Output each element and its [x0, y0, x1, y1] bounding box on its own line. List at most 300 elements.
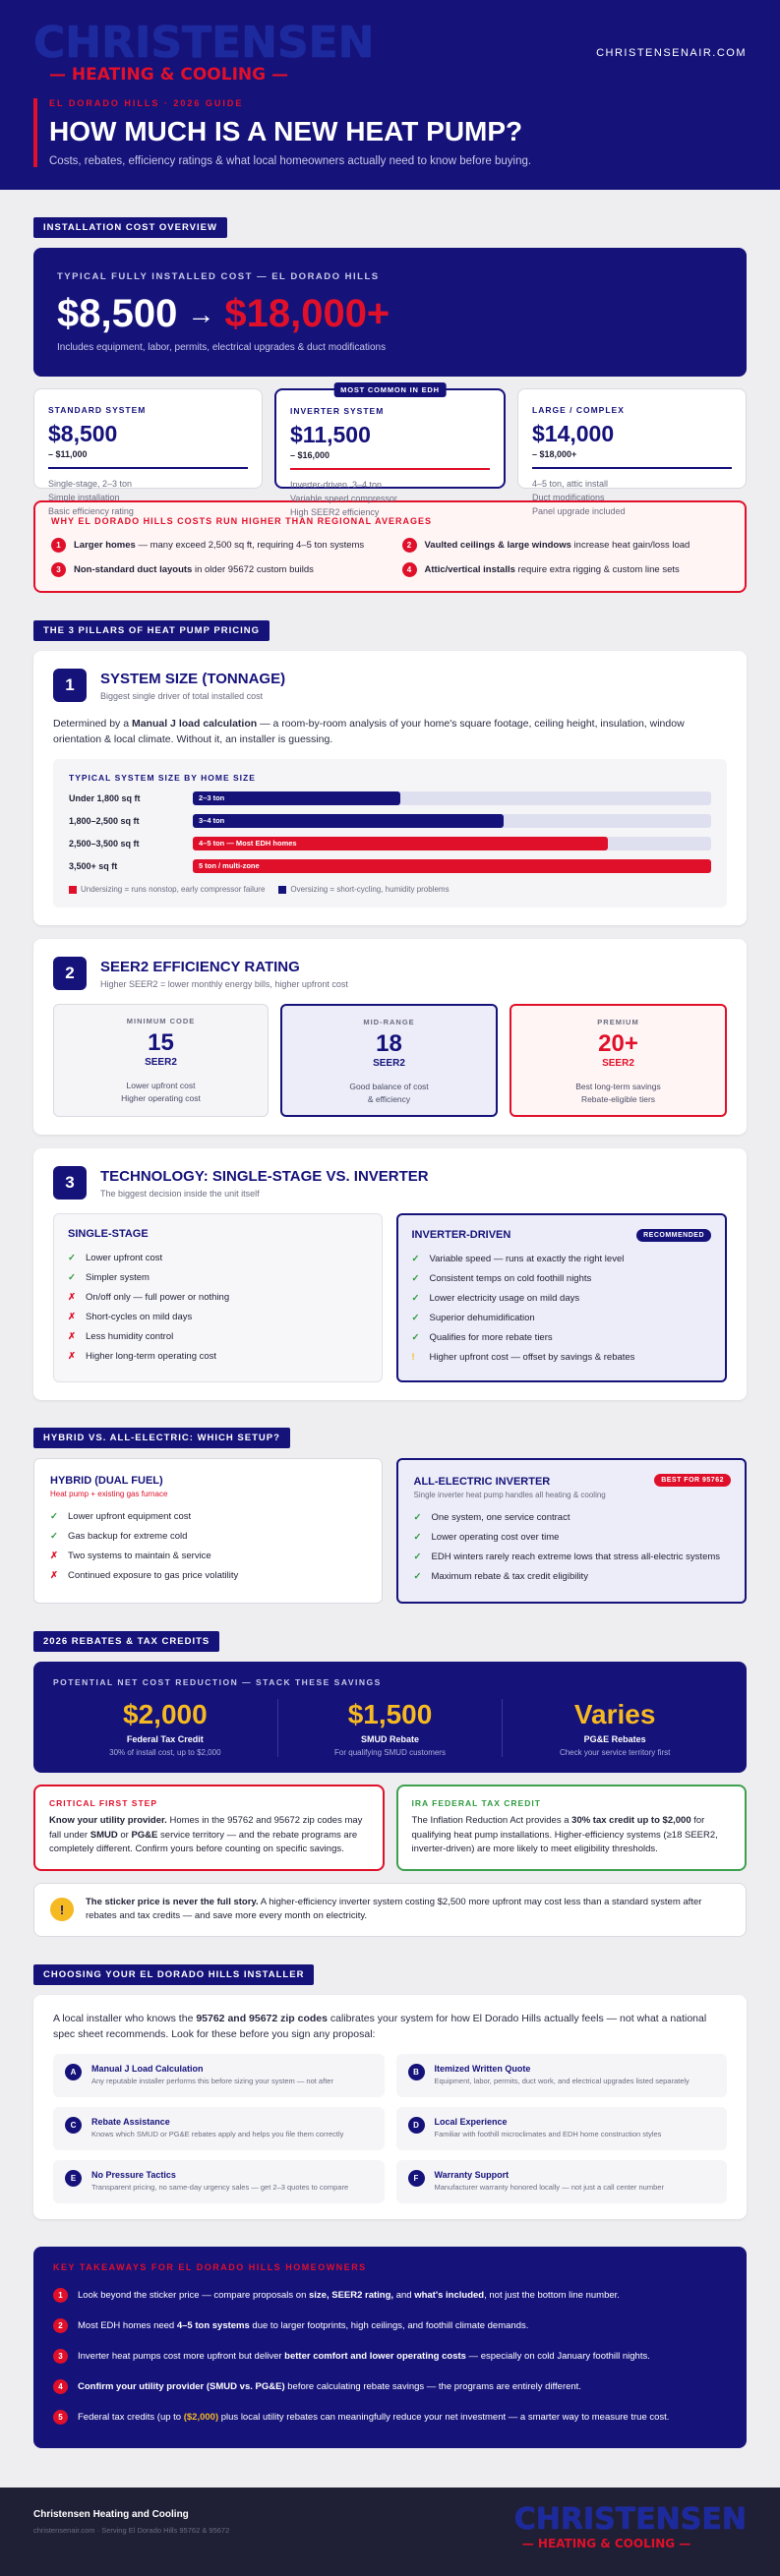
criterion-text — [435, 2064, 690, 2085]
seer-description — [523, 1081, 713, 1106]
size-bar-track — [193, 837, 711, 850]
list-item — [68, 1346, 368, 1366]
factor-item — [402, 538, 730, 553]
size-row-label: 1,800–2,500 sq ft — [69, 816, 140, 826]
tier-card — [33, 388, 263, 516]
check-icon: ✓ — [68, 1252, 76, 1263]
criterion-desc: Transparent pricing, no same-day urgency sales — get 2–3 quotes to compare — [91, 2182, 349, 2192]
size-row — [69, 791, 711, 805]
alert-icon: ! — [50, 1898, 74, 1921]
bold-text: PG&E — [131, 1829, 158, 1841]
check-icon: ✓ — [413, 1511, 422, 1523]
size-row-label: Under 1,800 sq ft — [69, 793, 141, 803]
check-icon: ✓ — [413, 1551, 422, 1562]
seer-unit: SEER2 — [145, 1057, 177, 1068]
takeaway-text — [78, 2412, 669, 2423]
most-common-badge: MOST COMMON IN EDH — [333, 382, 447, 397]
criterion-letter: E — [65, 2170, 82, 2187]
criterion-letter: B — [408, 2064, 425, 2080]
tier-price: $8,500 — [48, 421, 118, 446]
seer-desc-line: Good balance of cost — [349, 1082, 429, 1091]
tier-feature: High SEER2 efficiency — [290, 507, 380, 517]
takeaways-section — [0, 2247, 780, 2448]
tier-feature: 4–5 ton, attic install — [532, 479, 609, 489]
check-icon: ✓ — [413, 1531, 422, 1543]
tier-feature: Inverter-driven, 3–4 ton — [290, 480, 383, 490]
factor-number: 3 — [51, 562, 66, 577]
rebates-section — [0, 1631, 780, 1937]
rebate-column — [53, 1699, 278, 1757]
seer-tier-box — [510, 1004, 727, 1117]
size-by-home-chart — [53, 759, 727, 907]
factor-item — [51, 562, 379, 577]
bold-text: Know your utility provider. — [49, 1815, 167, 1826]
recommended-badge: RECOMMENDED — [636, 1229, 711, 1242]
size-row — [69, 859, 711, 873]
factor-rest: require extra rigging & custom line sets — [514, 564, 680, 575]
tier-label: STANDARD SYSTEM — [48, 405, 147, 415]
guide-title-block — [33, 98, 747, 167]
list-item-text: On/off only — full power or nothing — [86, 1291, 230, 1303]
hero-header — [0, 0, 780, 190]
footer-subtext: christensenair.com · Serving El Dorado Hills 95762 & 95672 — [33, 2525, 230, 2535]
takeaway-bold: size, SEER2 rating, — [309, 2289, 394, 2301]
tier-feature: Duct modifications — [532, 493, 605, 502]
seer-value: 18 — [376, 1030, 402, 1057]
criterion-letter: C — [65, 2117, 82, 2134]
guide-kicker: EL DORADO HILLS · 2026 GUIDE — [49, 98, 244, 108]
list-item — [412, 1268, 712, 1288]
list-item-text: Less humidity control — [86, 1330, 174, 1342]
section-tag: CHOOSING YOUR EL DORADO HILLS INSTALLER — [33, 1964, 314, 1985]
list-item — [412, 1308, 712, 1327]
box-title: CRITICAL FIRST STEP — [49, 1798, 157, 1808]
column-heading: INVERTER-DRIVEN — [411, 1229, 511, 1241]
rebate-subtext: Check your service territory first — [559, 1748, 671, 1757]
factor-text — [425, 564, 680, 575]
check-icon: ✓ — [411, 1331, 420, 1343]
tier-feature: Panel upgrade included — [532, 506, 626, 516]
bold-text: The sticker price is never the full story. — [86, 1896, 259, 1907]
installer-criterion — [396, 2160, 728, 2203]
cross-icon: ✗ — [68, 1350, 76, 1362]
page-footer — [0, 2488, 780, 2576]
takeaway-item — [53, 2280, 727, 2311]
seer-desc-line: Rebate-eligible tiers — [580, 1094, 656, 1104]
critical-step-box — [33, 1785, 385, 1871]
pillar-subtitle: The biggest decision inside the unit itself — [100, 1188, 260, 1199]
pillar-3-card — [33, 1148, 747, 1400]
factor-text — [74, 540, 364, 551]
column-subtitle: Single inverter heat pump handles all heating & cooling — [413, 1491, 606, 1499]
takeaway-number: 4 — [53, 2379, 68, 2394]
takeaways-title: KEY TAKEAWAYS FOR EL DORADO HILLS HOMEOWNERS — [53, 2261, 367, 2272]
check-icon: ✓ — [413, 1570, 422, 1582]
installed-cost-label: TYPICAL FULLY INSTALLED COST — EL DORADO HILLS — [57, 271, 380, 282]
installer-intro — [53, 2011, 727, 2042]
cross-icon: ✗ — [50, 1550, 58, 1561]
factor-bold: Larger homes — [74, 540, 136, 551]
criterion-desc: Any reputable installer performs this before sizing your system — not after — [91, 2076, 333, 2085]
list-item-text: Lower electricity usage on mild days — [429, 1292, 580, 1304]
criterion-letter: F — [408, 2170, 425, 2187]
check-icon: ✓ — [68, 1271, 76, 1283]
size-row — [69, 837, 711, 850]
pillar-subtitle: Higher SEER2 = lower monthly energy bills, higher upfront cost — [100, 978, 348, 989]
criterion-title: Rebate Assistance — [91, 2116, 170, 2127]
regional-factors-list — [51, 538, 729, 577]
rebates-title: POTENTIAL NET COST REDUCTION — STACK THESE SAVINGS — [53, 1677, 382, 1687]
factor-number: 2 — [402, 538, 417, 553]
pillar-description — [53, 716, 727, 747]
takeaway-bold: what's included — [414, 2289, 485, 2301]
list-item — [50, 1546, 366, 1565]
installer-card — [33, 1995, 747, 2219]
seer-description — [66, 1080, 256, 1105]
criterion-text — [435, 2117, 662, 2138]
tier-feature: Simple installation — [48, 493, 120, 502]
logo-tagline: — HEATING & COOLING — — [521, 2536, 691, 2550]
installer-criterion — [396, 2054, 728, 2097]
list-item-text: EDH winters rarely reach extreme lows that stress all-electric systems — [431, 1551, 721, 1562]
list-item — [50, 1565, 366, 1585]
criterion-title: Warranty Support — [434, 2169, 510, 2180]
list-item — [68, 1307, 368, 1326]
list-item — [412, 1249, 712, 1268]
tier-divider — [532, 467, 732, 469]
list-item — [412, 1347, 712, 1367]
box-text — [412, 1814, 732, 1857]
criterion-title: No Pressure Tactics — [91, 2169, 176, 2180]
legend-swatch — [69, 886, 77, 894]
criterion-text — [91, 2117, 343, 2138]
column-heading: ALL-ELECTRIC INVERTER — [413, 1476, 551, 1488]
seer-tier-label: MID-RANGE — [363, 1018, 415, 1026]
criterion-letter: D — [408, 2117, 425, 2134]
factor-number: 4 — [402, 562, 417, 577]
installed-cost-card — [33, 248, 747, 377]
takeaway-number: 3 — [53, 2349, 68, 2364]
pillar-number: 1 — [53, 669, 87, 702]
info-icon: ! — [411, 1351, 415, 1363]
section-tag: THE 3 PILLARS OF HEAT PUMP PRICING — [33, 620, 270, 641]
text: for qualifying heat pump installations. Higher-efficiency systems (≥18 SEER2, inverter-driven) are more likely to meet eligibility thresholds. — [411, 1815, 718, 1854]
pillar-title: SYSTEM SIZE (TONNAGE) — [100, 670, 286, 687]
legend-item — [278, 885, 449, 894]
factor-number: 1 — [51, 538, 66, 553]
criterion-desc: Knows which SMUD or PG&E rebates apply and helps you file them correctly — [91, 2129, 344, 2138]
list-item-text: One system, one service contract — [431, 1511, 570, 1523]
tier-price: $14,000 — [532, 421, 615, 446]
takeaway-text-part: due to larger footprints, high ceilings, and foothill climate demands. — [249, 2319, 529, 2331]
bold-text: 30% tax credit up to $2,000 — [571, 1815, 691, 1826]
section-tag: INSTALLATION COST OVERVIEW — [33, 217, 227, 238]
size-bar: 4–5 ton — Most EDH homes — [193, 837, 608, 850]
pillar-title: SEER2 EFFICIENCY RATING — [100, 958, 300, 975]
pillar-subtitle: Biggest single driver of total installed cost — [100, 690, 264, 701]
pillars-section — [0, 620, 780, 1400]
seer-tier-box — [280, 1004, 498, 1117]
tier-features — [290, 478, 490, 519]
rebate-subtext: 30% of install cost, up to $2,000 — [109, 1748, 221, 1757]
list-item — [68, 1326, 368, 1346]
seer-description — [294, 1081, 484, 1106]
takeaway-item — [53, 2311, 727, 2341]
takeaway-text-part: Federal tax credits (up to — [78, 2411, 184, 2423]
seer-unit: SEER2 — [602, 1058, 634, 1069]
check-icon: ✓ — [411, 1312, 420, 1323]
cross-icon: ✗ — [50, 1569, 58, 1581]
pillar-2-card — [33, 939, 747, 1135]
takeaway-text-part: — especially on cold January foothill nights. — [465, 2350, 650, 2362]
takeaway-text-part: Most EDH homes need — [78, 2319, 177, 2331]
takeaway-text-part: , not just the bottom line number. — [484, 2289, 620, 2301]
takeaway-item — [53, 2402, 727, 2432]
takeaway-highlight: ($2,000) — [183, 2411, 219, 2423]
seer-tier-label: PREMIUM — [597, 1018, 639, 1026]
tier-features — [532, 477, 732, 518]
factor-text — [425, 540, 690, 551]
text: service territory — and the rebate programs are completely different. Confirm yours before counting on specific savings. — [49, 1829, 358, 1854]
desc-text: — a room-by-room analysis of your home's square footage, ceiling height, insulation, window orientation & local climate. Without it, an installer is guessing. — [53, 718, 685, 745]
rebate-name: PG&E Rebates — [583, 1734, 646, 1744]
logo-wordmark: CHRISTENSEN — [33, 18, 375, 68]
tier-divider — [290, 468, 490, 470]
criterion-title: Itemized Written Quote — [434, 2063, 531, 2074]
takeaways-card — [33, 2247, 747, 2448]
tier-range: – $11,000 — [48, 449, 88, 459]
list-item — [414, 1547, 730, 1566]
factor-text — [74, 564, 314, 575]
takeaway-text — [78, 2290, 620, 2301]
rebate-column — [503, 1699, 727, 1757]
net-cost-reduction-card — [33, 1662, 747, 1773]
price-range — [57, 292, 723, 336]
seer-value: 15 — [148, 1029, 174, 1056]
list-item-text: Continued exposure to gas price volatility — [68, 1569, 239, 1581]
section-tag: HYBRID VS. ALL-ELECTRIC: WHICH SETUP? — [33, 1428, 290, 1448]
text: Homes in the 95762 and 95672 zip codes may fall under — [49, 1815, 363, 1841]
list-item — [68, 1248, 368, 1267]
logo-wordmark: CHRISTENSEN — [513, 2501, 747, 2537]
box-text — [49, 1814, 369, 1857]
pillar-title: TECHNOLOGY: SINGLE-STAGE VS. INVERTER — [100, 1167, 429, 1185]
seer-desc-line: Best long-term savings — [575, 1082, 661, 1091]
ira-credit-box — [396, 1785, 748, 1871]
factor-item — [402, 562, 730, 577]
takeaway-text — [78, 2381, 581, 2392]
inverter-column — [396, 1213, 728, 1382]
cross-icon: ✗ — [68, 1330, 76, 1342]
text: A higher-efficiency inverter system costing $2,500 more upfront may cost less than a standard system after rebates and tax credits — and save more every month on electricity. — [86, 1896, 702, 1921]
bold-text: 95762 and 95672 zip codes — [196, 2012, 328, 2024]
takeaway-bold: 4–5 ton systems — [176, 2319, 250, 2331]
list-item — [414, 1507, 730, 1527]
footer-logo[interactable] — [513, 2501, 747, 2550]
text: calibrates your system for how El Dorado Hills actually feels — not what a national spec sheet recommends. Look for these before you sign any proposal: — [53, 2012, 707, 2040]
takeaway-number: 2 — [53, 2318, 68, 2333]
size-bar-track — [193, 791, 711, 805]
list-item — [414, 1527, 730, 1547]
tier-card — [274, 385, 506, 517]
list-item — [68, 1287, 368, 1307]
rebate-name: Federal Tax Credit — [126, 1734, 204, 1744]
seer-unit: SEER2 — [373, 1058, 405, 1069]
rebate-name: SMUD Rebate — [361, 1734, 420, 1744]
list-item-text: Lower operating cost over time — [431, 1531, 560, 1543]
tier-card — [517, 388, 747, 516]
list-item — [50, 1506, 366, 1526]
size-bar-track — [193, 859, 711, 873]
desc-bold: Manual J load calculation — [131, 718, 258, 730]
factor-bold: Vaulted ceilings & large windows — [424, 540, 571, 551]
criterion-title: Local Experience — [434, 2116, 508, 2127]
list-item-text: Gas backup for extreme cold — [68, 1530, 188, 1542]
list-item-text: Maximum rebate & tax credit eligibility — [431, 1570, 588, 1582]
legend-label: Oversizing = short-cycling, humidity problems — [290, 885, 450, 894]
tier-price: $11,500 — [290, 422, 371, 447]
check-icon: ✓ — [50, 1530, 58, 1542]
list-item-text: Qualifies for more rebate tiers — [429, 1331, 553, 1343]
tier-cards — [33, 385, 747, 517]
takeaway-number: 1 — [53, 2288, 68, 2303]
page-subtitle: Costs, rebates, efficiency ratings & what local homeowners actually need to know before buying. — [49, 155, 532, 167]
pillar-number: 3 — [53, 1166, 87, 1200]
hybrid-column — [33, 1458, 383, 1604]
factor-item — [51, 538, 379, 553]
tier-label: INVERTER SYSTEM — [290, 406, 385, 416]
takeaway-bold: better comfort and lower operating costs — [284, 2350, 466, 2362]
list-item-text: Lower upfront cost — [86, 1252, 163, 1263]
section-tag: 2026 REBATES & TAX CREDITS — [33, 1631, 219, 1652]
legend-label: Undersizing = runs nonstop, early compressor failure — [81, 885, 266, 894]
factor-rest: in older 95672 custom builds — [192, 564, 314, 575]
criterion-text — [435, 2170, 664, 2192]
takeaway-text-part: Inverter heat pumps cost more upfront but deliver — [78, 2350, 285, 2362]
cross-icon: ✗ — [68, 1311, 76, 1322]
tier-range: – $18,000+ — [532, 449, 577, 459]
criterion-title: Manual J Load Calculation — [91, 2063, 204, 2074]
check-icon: ✓ — [411, 1292, 420, 1304]
seer-tier-box — [53, 1004, 269, 1117]
tier-feature: Basic efficiency rating — [48, 506, 134, 516]
price-low: $8,500 — [57, 292, 178, 335]
list-item — [50, 1526, 366, 1546]
size-legend — [69, 885, 711, 894]
tier-divider — [48, 467, 248, 469]
takeaway-text-part: before calculating rebate savings — the programs are entirely different. — [284, 2380, 581, 2392]
check-icon: ✓ — [411, 1253, 420, 1264]
takeaway-text-part: and — [393, 2289, 415, 2301]
footer-company-name: Christensen Heating and Cooling — [33, 2508, 189, 2520]
rebate-value: Varies — [573, 1699, 656, 1729]
hybrid-section — [0, 1428, 780, 1604]
price-high: $18,000+ — [224, 292, 390, 335]
bold-text: SMUD — [90, 1829, 118, 1841]
installer-section — [0, 1964, 780, 2219]
logo-tagline: — HEATING & COOLING — — [49, 65, 288, 85]
list-item-text: Short-cycles on mild days — [86, 1311, 193, 1322]
legend-item — [69, 885, 265, 894]
tier-feature: Variable speed compressor — [290, 494, 397, 503]
seer-desc-line: & efficiency — [367, 1094, 411, 1104]
price-note: Includes equipment, labor, permits, electrical upgrades & duct modifications — [57, 342, 387, 353]
criterion-text — [91, 2064, 333, 2085]
list-item-text: Lower upfront equipment cost — [68, 1510, 192, 1522]
website-link[interactable]: CHRISTENSENAIR.COM — [596, 47, 747, 59]
list-item-text: Superior dehumidification — [429, 1312, 535, 1323]
criterion-text — [91, 2170, 348, 2192]
installer-criterion — [53, 2054, 385, 2097]
seer-tier-label: MINIMUM CODE — [126, 1017, 196, 1025]
seer-desc-line: Higher operating cost — [121, 1093, 201, 1103]
factor-bold: Attic/vertical installs — [424, 564, 515, 575]
list-item-text: Two systems to maintain & service — [68, 1550, 211, 1561]
criterion-desc: Familiar with foothill microclimates and EDH home construction styles — [434, 2129, 662, 2138]
desc-text: Determined by a — [53, 718, 132, 730]
text: or — [117, 1829, 132, 1841]
installer-criterion — [396, 2107, 728, 2150]
pillar-1-card — [33, 651, 747, 925]
cross-icon: ✗ — [68, 1291, 76, 1303]
tier-range: – $16,000 — [290, 450, 330, 460]
check-icon: ✓ — [50, 1510, 58, 1522]
factor-rest: — many exceed 2,500 sq ft, requiring 4–5 ton systems — [135, 540, 365, 551]
rebate-subtext: For qualifying SMUD customers — [334, 1748, 446, 1757]
legend-swatch — [278, 886, 286, 894]
list-item — [68, 1267, 368, 1287]
list-item-text: Simpler system — [86, 1271, 150, 1283]
tier-features — [48, 477, 248, 518]
cost-overview-section — [0, 217, 780, 593]
list-item — [412, 1327, 712, 1347]
installer-criterion — [53, 2107, 385, 2150]
seer-desc-line: Lower upfront cost — [126, 1081, 196, 1090]
tier-label: LARGE / COMPLEX — [532, 405, 625, 415]
column-heading: HYBRID (DUAL FUEL) — [50, 1475, 163, 1487]
box-title: IRA FEDERAL TAX CREDIT — [411, 1798, 541, 1808]
regional-factors-title: WHY EL DORADO HILLS COSTS RUN HIGHER THAN REGIONAL AVERAGES — [51, 516, 433, 526]
seer-tiers — [53, 1004, 727, 1117]
list-item-text: Consistent temps on cold foothill nights — [429, 1272, 592, 1284]
list-item-text: Variable speed — runs at exactly the right level — [429, 1253, 625, 1264]
best-for-badge: BEST FOR 95762 — [654, 1474, 731, 1487]
takeaway-text — [78, 2351, 650, 2362]
size-row-label: 3,500+ sq ft — [69, 861, 118, 871]
column-subtitle: Heat pump + existing gas furnace — [50, 1490, 168, 1498]
sticker-price-note — [33, 1883, 747, 1937]
list-item — [412, 1288, 712, 1308]
pillar-number: 2 — [53, 957, 87, 990]
all-electric-column — [396, 1458, 748, 1604]
tier-feature: Single-stage, 2–3 ton — [48, 479, 133, 489]
list-item — [414, 1566, 730, 1586]
column-heading: SINGLE-STAGE — [68, 1228, 149, 1240]
list-item-text: Higher long-term operating cost — [86, 1350, 217, 1362]
size-row-label: 2,500–3,500 sq ft — [69, 839, 140, 849]
size-row — [69, 814, 711, 828]
rebate-column — [278, 1699, 504, 1757]
page-title: HOW MUCH IS A NEW HEAT PUMP? — [49, 116, 523, 146]
note-text — [86, 1896, 730, 1924]
takeaway-text — [78, 2320, 528, 2331]
check-icon: ✓ — [411, 1272, 420, 1284]
criterion-desc: Manufacturer warranty honored locally — not just a call center number — [434, 2182, 664, 2192]
rebate-value: $1,500 — [347, 1699, 433, 1729]
criterion-letter: A — [65, 2064, 82, 2080]
size-bar: 2–3 ton — [193, 791, 400, 805]
takeaway-number: 5 — [53, 2410, 68, 2425]
